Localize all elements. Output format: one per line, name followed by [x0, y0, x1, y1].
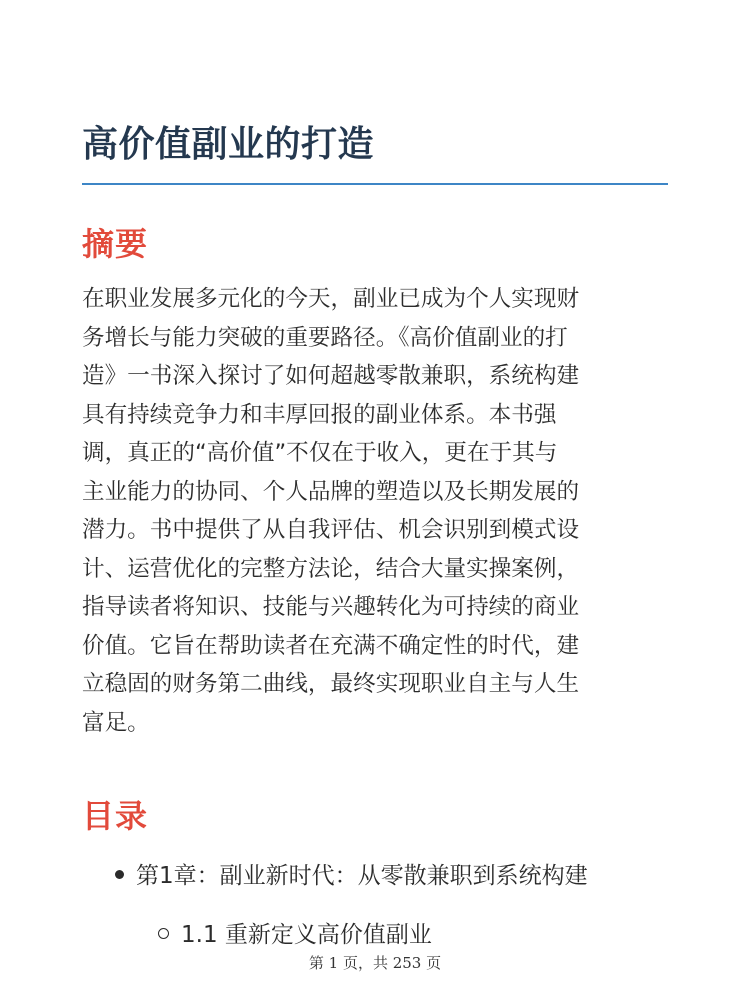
page-number-footer: 第 1 页，共 253 页: [308, 954, 442, 972]
abstract-line: 具有持续竞争力和丰厚回报的副业体系。本书强: [82, 401, 557, 428]
abstract-line: 在职业发展多元化的今天，副业已成为个人实现财: [82, 286, 580, 312]
abstract-line: 价值。它旨在帮助读者在充满不确定性的时代，建: [82, 632, 580, 659]
toc-item-label: 1.1 重新定义高价值副业: [181, 922, 432, 948]
abstract-line: 计、运营优化的完整方法论，结合大量实操案例，: [82, 555, 580, 582]
abstract-line: 潜力。书中提供了从自我评估、机会识别到模式设: [82, 517, 580, 543]
document-title: 高价值副业的打造: [82, 124, 375, 165]
abstract-line: 指导读者将知识、技能与兴趣转化为可持续的商业: [82, 594, 580, 620]
abstract-line: 务增长与能力突破的重要路径。《高价值副业的打: [82, 324, 568, 351]
abstract-heading: 摘要: [82, 225, 149, 263]
abstract-line: 立稳固的财务第二曲线，最终实现职业自主与人生: [82, 671, 580, 697]
bullet-disc-icon: [115, 870, 124, 879]
abstract-line: 富足。: [82, 709, 150, 736]
bullet-circle-icon: [158, 928, 169, 939]
toc-item-label: 第1章：副业新时代：从零散兼职到系统构建: [136, 863, 588, 889]
toc-item-chapter-1[interactable]: [115, 857, 588, 890]
toc-item-section-1-1[interactable]: [158, 916, 432, 949]
toc-heading: 目录: [82, 797, 149, 835]
abstract-line: 主业能力的协同、个人品牌的塑造以及长期发展的: [82, 478, 580, 505]
abstract-line: 造》一书深入探讨了如何超越零散兼职，系统构建: [82, 363, 580, 389]
abstract-line: 调，真正的“高价值”不仅在于收入，更在于其与: [82, 440, 558, 466]
